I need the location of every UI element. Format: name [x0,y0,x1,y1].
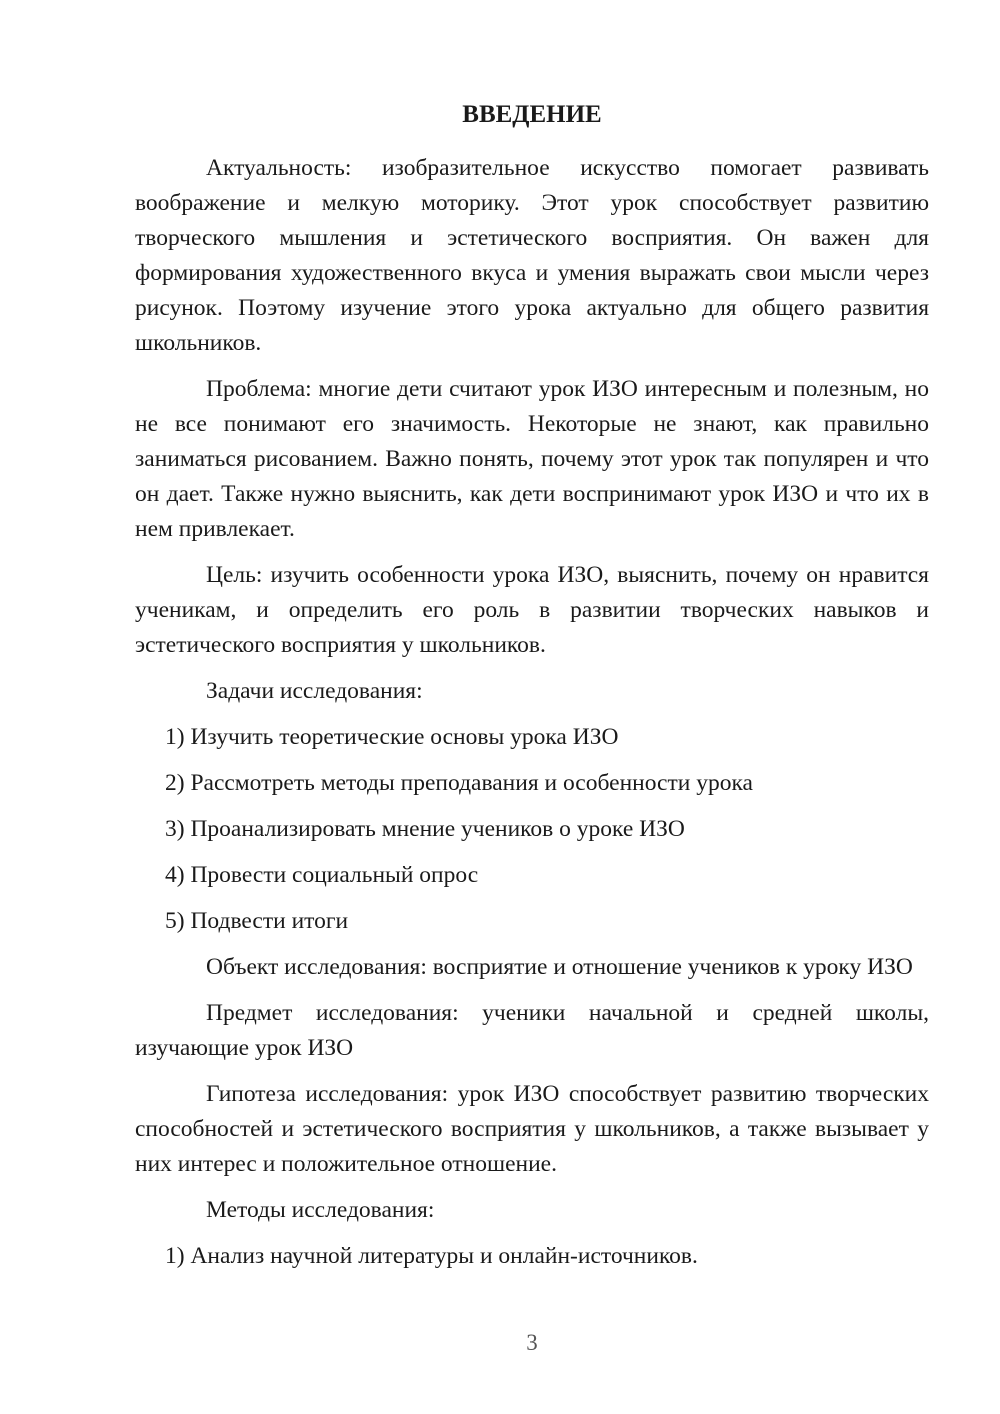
task-item-1: 1) Изучить теоретические основы урока ИЗО [165,724,619,750]
paragraph-problem: Проблема: многие дети считают урок ИЗО интересным и полезным, но не все понимают его значимость. Некоторые не знают, как правильно заниматься рисованием. Важно понять, почему этот урок так популярен и что он дает. Также нужно выяснить, как дети воспринимают урок ИЗО и что их в нем привлекает. [135,376,929,542]
page-title: ВВЕДЕНИЕ [462,101,602,128]
paragraph-goal: Цель: изучить особенности урока ИЗО, выяснить, почему он нравится ученикам, и определить его роль в развитии творческих навыков и эстетического восприятия у школьников. [135,562,929,658]
method-item-1: 1) Анализ научной литературы и онлайн-источников. [165,1243,698,1269]
task-item-2: 2) Рассмотреть методы преподавания и особенности урока [165,770,753,796]
task-item-4: 4) Провести социальный опрос [165,862,479,888]
paragraph-actuality: Актуальность: изобразительное искусство помогает развивать воображение и мелкую моторику. Этот урок способствует развитию творческого мышления и эстетического восприятия. Он важен для формирования художественного вкуса и умения выражать свои мысли через рисунок. Поэтому изучение этого урока актуально для общего развития школьников. [135,155,929,356]
page-number: 3 [526,1330,538,1355]
methods-heading: Методы исследования: [206,1197,435,1223]
tasks-heading: Задачи исследования: [206,678,423,704]
task-item-5: 5) Подвести итоги [165,908,349,934]
paragraph-object: Объект исследования: восприятие и отношение учеников к уроку ИЗО [206,954,913,980]
paragraph-hypothesis: Гипотеза исследования: урок ИЗО способствует развитию творческих способностей и эстетического восприятия у школьников, а также вызывает у них интерес и положительное отношение. [135,1081,929,1177]
task-item-3: 3) Проанализировать мнение учеников о уроке ИЗО [165,816,685,842]
paragraph-subject: Предмет исследования: ученики начальной и средней школы, изучающие урок ИЗО [135,1000,929,1061]
